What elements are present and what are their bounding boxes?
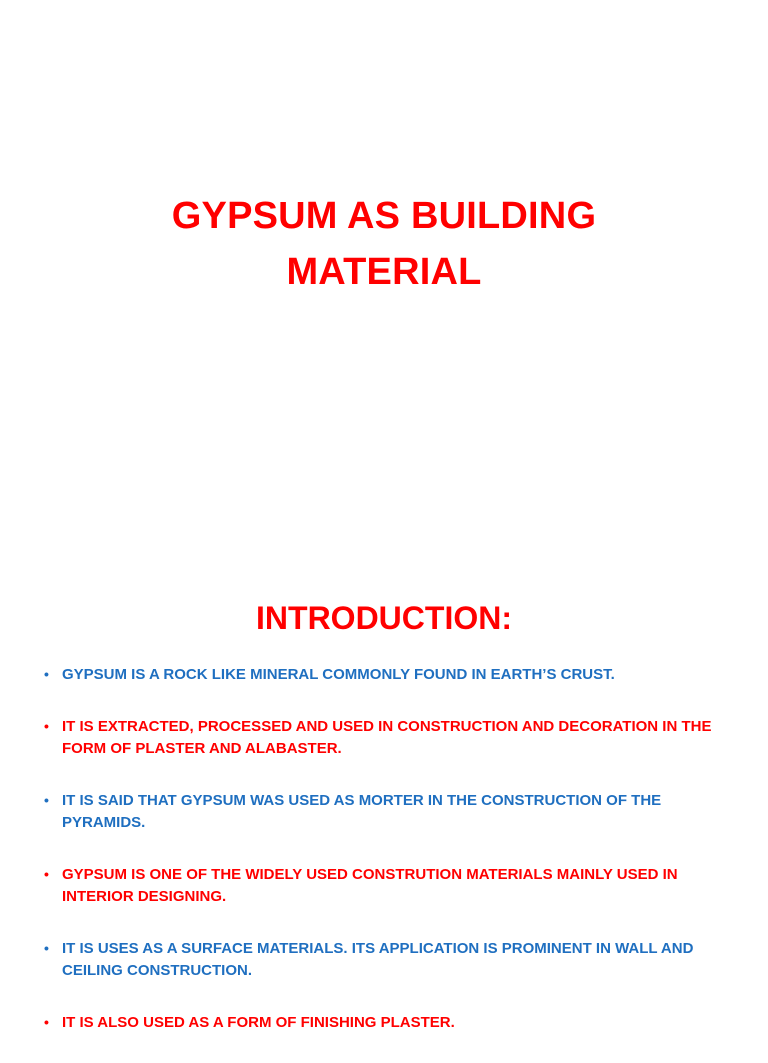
list-item — [44, 790, 734, 835]
list-item-text: IT IS ALSO USED AS A FORM OF FINISHING PLASTER. — [62, 1013, 455, 1031]
slide-title-line-2: MATERIAL — [286, 251, 482, 293]
section-heading: INTRODUCTION: — [256, 600, 512, 636]
list-item — [44, 664, 734, 687]
list-item-text: IT IS USES AS A SURFACE MATERIALS. ITS APPLICATION IS PROMINENT IN WALL AND CEILING CONSTRUCTION. — [62, 939, 694, 979]
list-item-text: GYPSUM IS ONE OF THE WIDELY USED CONSTRUTION MATERIALS MAINLY USED IN INTERIOR DESIGNING. — [62, 865, 678, 905]
list-item — [44, 938, 734, 983]
list-item-text: IT IS SAID THAT GYPSUM WAS USED AS MORTER IN THE CONSTRUCTION OF THE PYRAMIDS. — [62, 791, 662, 831]
bullet-list — [44, 664, 734, 1063]
list-item-text: GYPSUM IS A ROCK LIKE MINERAL COMMONLY FOUND IN EARTH’S CRUST. — [62, 666, 615, 683]
list-item — [44, 1012, 734, 1035]
list-item-text: IT IS EXTRACTED, PROCESSED AND USED IN CONSTRUCTION AND DECORATION IN THE FORM OF PLASTER AND ALABASTER. — [62, 717, 712, 757]
slide-title — [0, 188, 768, 300]
bullet-icon: • — [44, 791, 49, 808]
list-item — [44, 716, 734, 761]
bullet-icon: • — [44, 666, 49, 682]
bullet-icon: • — [44, 1013, 49, 1030]
list-item — [44, 864, 734, 909]
bullet-icon: • — [44, 865, 49, 882]
bullet-icon: • — [44, 717, 49, 734]
bullet-icon: • — [44, 939, 49, 956]
slide-title-line-1: GYPSUM AS BUILDING — [171, 195, 597, 237]
